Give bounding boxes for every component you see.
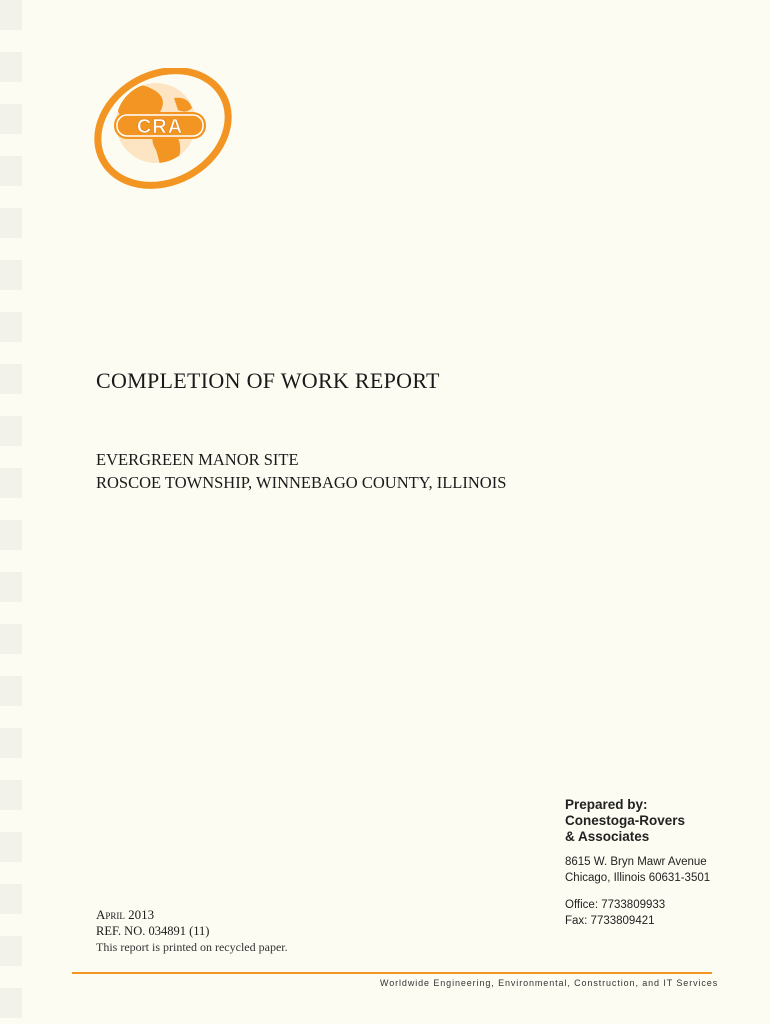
binding-strip [0, 0, 22, 1024]
site-name: EVERGREEN MANOR SITE [96, 450, 299, 469]
report-date: April 2013 [96, 907, 155, 922]
prepared-by-block [565, 797, 710, 929]
logo-text: CRA [136, 116, 184, 138]
fax-number: Fax: 7733809421 [565, 915, 655, 927]
footer-divider [72, 972, 712, 974]
site-location: ROSCOE TOWNSHIP, WINNEBAGO COUNTY, ILLINOIS [96, 473, 507, 492]
site-block [96, 448, 506, 494]
office-phone: Office: 7733809933 [565, 899, 666, 911]
address-line2: Chicago, Illinois 60631-3501 [565, 872, 711, 884]
company-address [565, 854, 710, 886]
company-name-line1: Conestoga-Rovers [565, 813, 686, 828]
company-name-line2: & Associates [565, 829, 650, 844]
reference-number: REF. NO. 034891 (11) [96, 924, 210, 938]
company-contact [565, 897, 710, 929]
recycled-paper-note: This report is printed on recycled paper. [96, 940, 288, 954]
report-info [96, 907, 288, 955]
footer-tagline: Worldwide Engineering, Environmental, Construction, and IT Services [380, 978, 719, 988]
cra-logo [88, 68, 238, 196]
address-line1: 8615 W. Bryn Mawr Avenue [565, 856, 707, 868]
report-title: COMPLETION OF WORK REPORT [96, 368, 440, 393]
prepared-by-label: Prepared by: [565, 797, 648, 812]
